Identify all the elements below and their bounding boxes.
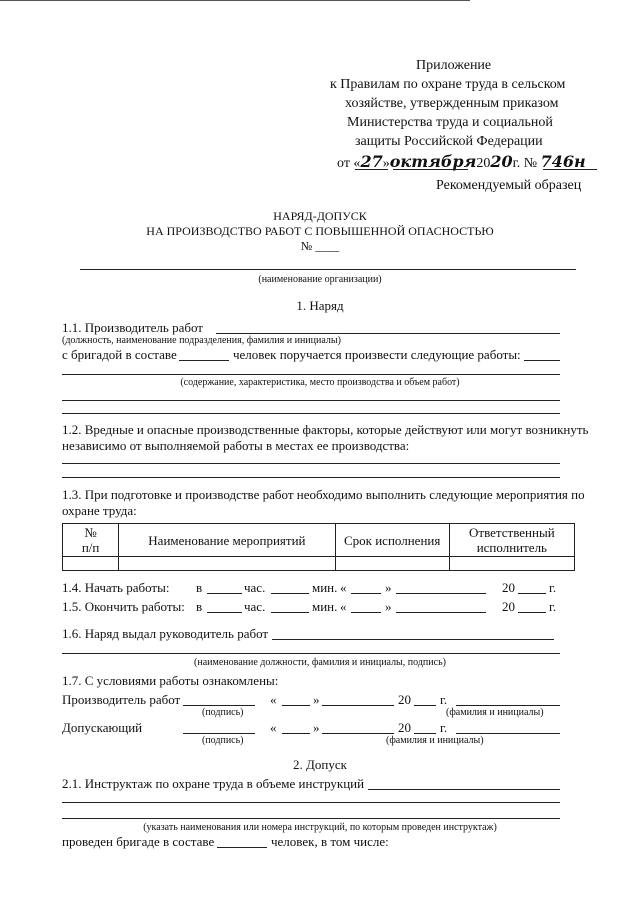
col-number-header: № п/п	[63, 524, 119, 557]
order-number-underline	[543, 169, 597, 170]
factors-field-line-1[interactable]	[62, 463, 560, 464]
p1-5-min: мин.	[312, 599, 338, 614]
instructions-field-line-3[interactable]	[62, 818, 560, 819]
section-1-title: 1. Наряд	[296, 298, 344, 313]
work-start-field[interactable]	[524, 360, 560, 361]
p1-1-brigade-a: с бригадой в составе	[62, 347, 177, 362]
org-line	[80, 269, 576, 270]
col-measures-header: Наименование мероприятий	[119, 524, 335, 557]
p1-4-q-close: »	[385, 580, 392, 595]
date-mid: »	[382, 156, 390, 171]
start-month-field[interactable]	[396, 593, 486, 594]
table-cell[interactable]	[449, 557, 574, 571]
issuer-field-line-2[interactable]	[62, 653, 560, 654]
measures-table	[62, 523, 575, 571]
end-hour-field[interactable]	[207, 612, 242, 613]
section-2-title: 2. Допуск	[293, 757, 347, 772]
p1-7-sign-caption-1: (подпись)	[202, 707, 244, 718]
p1-5-q-close: »	[385, 599, 392, 614]
brigade-count-field[interactable]	[179, 360, 229, 361]
p1-7-sign-caption-2: (подпись)	[202, 735, 244, 746]
p1-4-min: мин.	[312, 580, 338, 595]
p1-5-label: 1.5. Окончить работы:	[62, 599, 185, 614]
admitter-day-field[interactable]	[282, 733, 310, 734]
p1-7-q-close-2: »	[313, 720, 320, 735]
p1-2-line-2: независимо от выполняемой работы в местах ее производства:	[62, 438, 410, 453]
p1-7-label: 1.7. С условиями работы ознакомлены:	[62, 673, 279, 688]
date-day-handwritten: 27	[360, 152, 383, 171]
col-deadline-header: Срок исполнения	[335, 524, 449, 557]
p1-7-name-caption-2: (фамилия и инициалы)	[386, 735, 484, 746]
appendix-line-5: защиты Российской Федерации	[355, 134, 543, 149]
table-cell[interactable]	[119, 557, 335, 571]
admitter-year-field[interactable]	[414, 733, 436, 734]
p1-7-name-caption-1: (фамилия и инициалы)	[446, 707, 544, 718]
p1-1-label: 1.1. Производитель работ	[62, 320, 203, 335]
producer-year-field[interactable]	[414, 705, 436, 706]
end-month-field[interactable]	[396, 612, 486, 613]
date-suffix: г. №	[512, 156, 538, 171]
p1-7-g-1: г.	[440, 692, 448, 707]
org-caption: (наименование организации)	[258, 274, 382, 285]
brigade-count-field-2[interactable]	[217, 847, 267, 848]
producer-name-field[interactable]	[456, 705, 560, 706]
sample-label: Рекомендуемый образец	[436, 178, 582, 193]
appendix-line-3: хозяйстве, утвержденным приказом	[345, 96, 559, 111]
p1-7-year-2: 20	[398, 720, 411, 735]
admitter-name-field[interactable]	[456, 733, 560, 734]
p1-2-line-1: 1.2. Вредные и опасные производственные факторы, которые действуют или могут возникнуть	[62, 422, 589, 437]
p1-7-admitter: Допускающий	[62, 720, 143, 735]
p1-7-q-close-1: »	[313, 692, 320, 707]
p1-1-caption: (должность, наименование подразделения, фамилия и инициалы)	[62, 335, 341, 346]
p1-5-g: г.	[549, 599, 557, 614]
instructions-field-line-2[interactable]	[62, 802, 560, 803]
p1-5-q-open: «	[340, 599, 347, 614]
scan-edge-line	[0, 0, 470, 1]
end-minute-field[interactable]	[271, 612, 309, 613]
p1-6-label: 1.6. Наряд выдал руководитель работ	[62, 626, 269, 641]
appendix-line-4: Министерства труда и социальной	[347, 115, 553, 130]
start-minute-field[interactable]	[271, 593, 309, 594]
p1-3-line-2: охране труда:	[62, 503, 137, 518]
order-number-handwritten: 746н	[540, 152, 586, 171]
p1-7-g-2: г.	[440, 720, 448, 735]
title-line-3: № ____	[300, 239, 340, 253]
work-field-line-1[interactable]	[62, 374, 560, 375]
title-line-2: НА ПРОИЗВОДСТВО РАБОТ С ПОВЫШЕННОЙ ОПАСНОСТЬЮ	[146, 224, 494, 238]
admitter-signature-field[interactable]	[183, 733, 255, 734]
producer-field[interactable]	[216, 333, 560, 334]
p2-1-brigade-a: проведен бригаде в составе	[62, 834, 215, 849]
start-year-field[interactable]	[518, 593, 546, 594]
p2-1-brigade-b: человек, в том числе:	[271, 834, 389, 849]
date-year-prefix: 20	[476, 156, 491, 171]
p1-7-producer: Производитель работ	[62, 692, 181, 707]
p1-1-work-caption: (содержание, характеристика, место производства и объем работ)	[180, 377, 460, 388]
p1-4-g: г.	[549, 580, 557, 595]
date-month-underline	[393, 169, 468, 170]
p1-6-caption: (наименование должности, фамилия и инициалы, подпись)	[194, 657, 446, 668]
p2-1-label: 2.1. Инструктаж по охране труда в объеме инструкций	[62, 776, 365, 791]
p1-7-q-open-2: «	[270, 720, 277, 735]
factors-field-line-2[interactable]	[62, 477, 560, 478]
p1-5-year: 20	[502, 599, 515, 614]
producer-signature-field[interactable]	[183, 705, 255, 706]
end-day-field[interactable]	[351, 612, 381, 613]
p2-1-caption: (указать наименования или номера инструкций, по которым проведен инструктаж)	[143, 822, 497, 833]
date-year-handwritten: 20	[490, 152, 513, 171]
p1-7-q-open-1: «	[270, 692, 277, 707]
date-month-handwritten: октября	[389, 152, 477, 171]
end-year-field[interactable]	[518, 612, 546, 613]
p1-4-hour: час.	[244, 580, 266, 595]
p1-4-label: 1.4. Начать работы:	[62, 580, 170, 595]
title-line-1: НАРЯД-ДОПУСК	[273, 209, 367, 223]
table-row	[63, 557, 575, 571]
date-day-underline	[355, 169, 388, 170]
p1-4-in: в	[196, 580, 203, 595]
appendix-line-2: к Правилам по охране труда в сельском	[330, 77, 566, 92]
start-hour-field[interactable]	[207, 593, 242, 594]
instructions-field[interactable]	[368, 789, 560, 790]
producer-day-field[interactable]	[282, 705, 310, 706]
p1-3-line-1: 1.3. При подготовке и производстве работ необходимо выполнить следующие мероприятия по	[62, 487, 585, 502]
p1-5-in: в	[196, 599, 203, 614]
p1-1-brigade-b: человек поручается произвести следующие работы:	[233, 347, 521, 362]
producer-month-field[interactable]	[322, 705, 394, 706]
table-header-row	[63, 524, 575, 557]
table-cell[interactable]	[335, 557, 449, 571]
col-responsible-header: Ответственный исполнитель	[449, 524, 574, 557]
p1-7-year-1: 20	[398, 692, 411, 707]
date-prefix: от «	[337, 156, 361, 171]
start-day-field[interactable]	[351, 593, 381, 594]
p1-4-q-open: «	[340, 580, 347, 595]
issuer-field[interactable]	[272, 639, 554, 640]
work-field-line-2[interactable]	[62, 400, 560, 401]
appendix-line-1: Приложение	[416, 58, 492, 73]
p1-5-hour: час.	[244, 599, 266, 614]
table-cell[interactable]	[63, 557, 119, 571]
work-field-line-3[interactable]	[62, 413, 560, 414]
p1-4-year: 20	[502, 580, 515, 595]
admitter-month-field[interactable]	[322, 733, 394, 734]
